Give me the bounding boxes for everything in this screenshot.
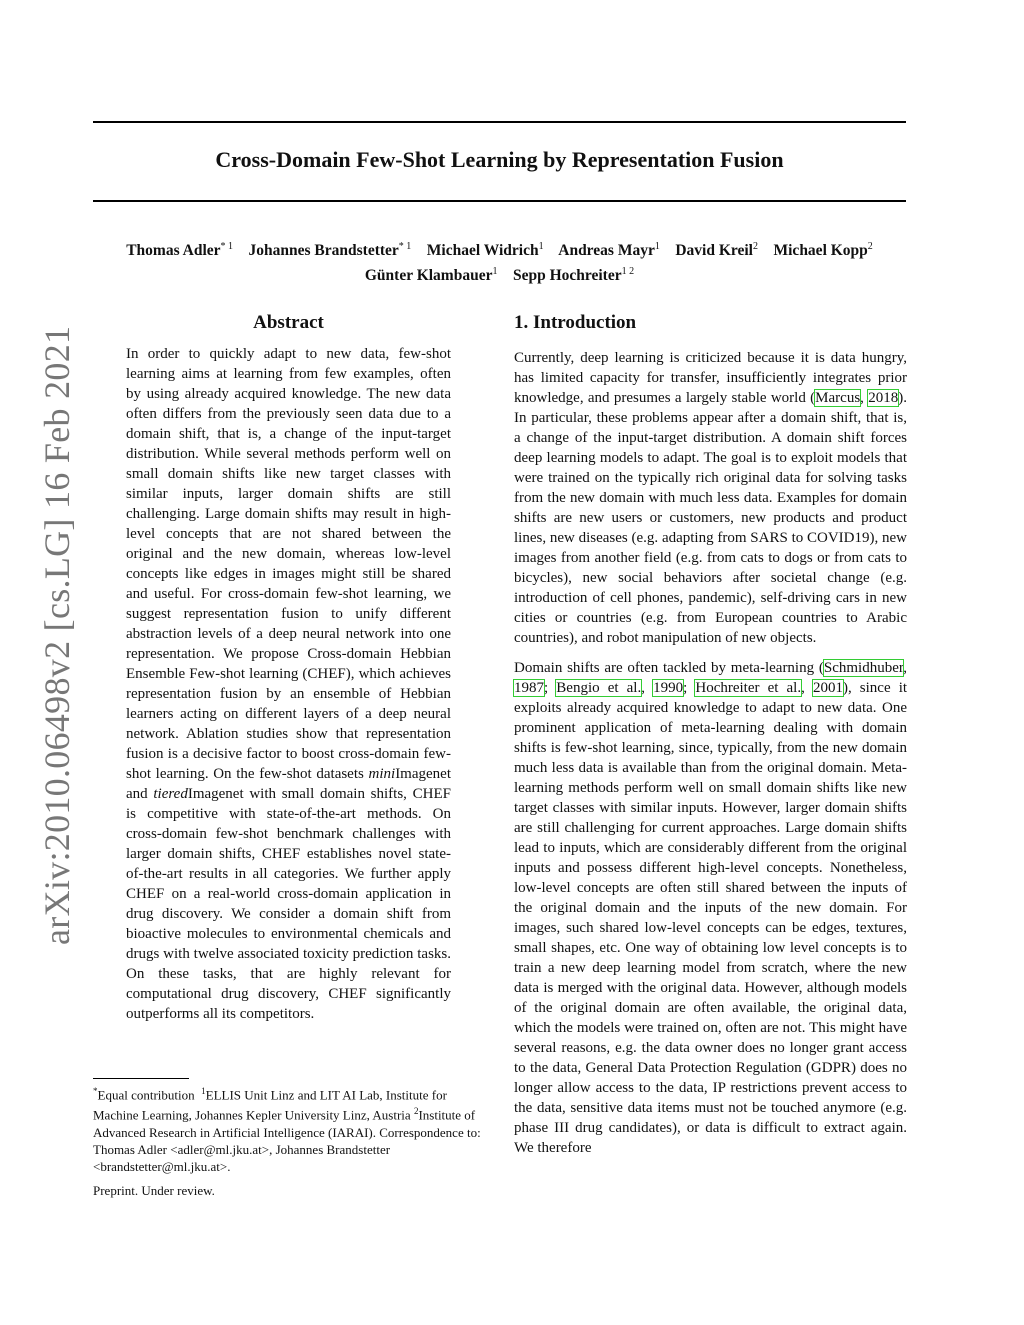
paragraph-text: Domain shifts are often tackled by meta-learning ( xyxy=(514,660,824,676)
citation-separator: ; xyxy=(683,680,696,696)
author-name: Sepp Hochreiter xyxy=(512,267,622,285)
abstract-part: In order to quickly adapt to new data, few-shot learning aims at learning from few examples, often by using already acquired knowledge. The new data often differs from the previously seen data due to a domain shift, that is, a change of the input-target distribution. While several methods perform well on small domain shifts like new target classes with similar inputs, larger domain shifts are still challenging. Large domain shifts may result in high-level concepts that are not shared between the original and the new domain, whereas low-level concepts like edges in images might still be shared and useful. For cross-domain few-shot learning, we suggest representation fusion to unify different abstraction levels of a deep neural network into one representation. We propose Cross-domain Hebbian Ensemble Few-shot learning (CHEF), which achieves representation fusion by an ensemble of Hebbian learners acting on different layers of a deep neural network. Ablation studies show that representation fusion is a decisive factor to boost cross-domain few-shot learning. On the few-shot datasets xyxy=(126,346,451,782)
citation-separator: , xyxy=(801,680,813,696)
citation-year-link[interactable]: 2018 xyxy=(868,390,899,406)
citation-year-link[interactable]: 2001 xyxy=(812,680,843,696)
preprint-note: Preprint. Under review. xyxy=(93,1183,215,1198)
arxiv-sidebar-stamp: arXiv:2010.06498v2 [cs.LG] 16 Feb 2021 xyxy=(37,325,77,945)
abstract-italic: mini xyxy=(368,766,396,782)
introduction-paragraph-1 xyxy=(514,348,907,648)
right-column xyxy=(514,312,907,1168)
author-list xyxy=(93,236,906,286)
introduction-heading: 1. Introduction xyxy=(514,312,637,333)
author-affiliation-mark: * 1 xyxy=(398,241,412,252)
author-name: Thomas Adler xyxy=(126,242,221,260)
footnote-mark: 1 xyxy=(201,1086,206,1096)
title-bottom-rule xyxy=(93,200,906,202)
citation-separator: , xyxy=(903,660,907,676)
introduction-paragraph-2 xyxy=(514,658,907,1158)
citation-link[interactable]: Hochreiter et al. xyxy=(695,680,802,696)
author-name: Andreas Mayr xyxy=(558,242,655,260)
footnote-text: Equal contribution xyxy=(97,1087,195,1103)
citation-separator: , xyxy=(860,390,869,406)
author-name: Günter Klambauer xyxy=(364,267,493,285)
paper-title: Cross-Domain Few-Shot Learning by Representation Fusion xyxy=(215,147,784,172)
abstract-italic: tiered xyxy=(153,786,188,802)
author-affiliation-mark: 1 xyxy=(492,266,498,278)
paragraph-text: ). In particular, these problems appear after a domain shift, that is, a change of the input-target distribution. A domain shift forces deep learning models to adapt. The goal is to exploit models that were trained on the typically rich original data for solving tasks from the new domain with much less data. Examples for domain shifts are new users or customers, new products and product lines, new diseases (e.g. adapting from SARS to COVID19), new images from another field (e.g. from cats to dogs or from cats to bicycles), new social behaviors after societal change (e.g. introduction of cell phones, pandemic), self-driving cars in new cities or countries (e.g. from European countries to Arabic countries), and robot manipulation of new objects. xyxy=(514,390,907,646)
abstract-part: Imagenet and xyxy=(126,766,451,802)
paragraph-text: ), since it exploits already acquired knowledge to adapt to new data. One prominent application of meta-learning dealing with domain shifts is few-shot learning, since, typically, from the new domain much less data is available than from the original domain. Meta-learning methods perform well on small domain shifts like new target classes with similar inputs. However, larger domain shifts are still challenging for current approaches. Large domain shifts lead to inputs, which are considerably different from the original inputs and possess different high-level concepts. Nonetheless, low-level concepts are often still shared between the inputs of the original domain and the inputs of the new domain. For images, such shared low-level concepts can be edges, textures, small shapes, etc. One way of obtaining low level concepts is to train a new deep learning model from scratch, where the new data is merged with the original data. However, although models of the original domain are often available, the original data, which the models were trained on, often are not. This might have several reasons, e.g. the data owner does no longer grant access to the data, General Data Protection Regulation (GDPR) does no longer allow access to the data, IP restrictions prevent access to the data, sensitive data items must not be touched anymore (e.g. phase III drug candidates), or data is difficult to extract again. We therefore xyxy=(514,680,908,1156)
footnote-mark: 2 xyxy=(413,1106,419,1117)
footnote-text: ELLIS Unit Linz and LIT AI Lab, Institute for Machine Learning, Johannes Kepler University Linz, Austria xyxy=(93,1087,447,1123)
abstract-heading: Abstract xyxy=(253,312,324,333)
left-column xyxy=(126,312,451,1024)
citation-link[interactable]: Bengio et al. xyxy=(556,680,642,696)
citation-year-link[interactable]: 1987 xyxy=(514,680,544,696)
author-line-1 xyxy=(93,236,906,261)
citation-separator: , xyxy=(641,680,654,696)
title-top-rule xyxy=(93,121,906,123)
affiliation-footnote xyxy=(93,1083,488,1175)
author-name: Michael Widrich xyxy=(426,242,539,260)
footnote-mark: * xyxy=(93,1086,98,1096)
abstract-part: Imagenet with small domain shifts, CHEF is competitive with state-of-the-art methods. On cross-domain few-shot benchmark challenges with larger domain shifts, CHEF establishes novel state-of-the-art results in all categories. We further apply CHEF on a real-world cross-domain application in drug discovery. We consider a domain shift from bioactive molecules to environmental chemicals and drugs with twelve associated toxicity prediction tasks. On these tasks, that are highly relevant for computational drug discovery, CHEF significantly outperforms all its competitors. xyxy=(126,786,451,1022)
citation-link[interactable]: Marcus xyxy=(815,390,861,406)
paragraph-text: Currently, deep learning is criticized because it is data hungry, has limited capacity for transfer, insufficiently integrates prior knowledge, and presumes a largely stable world ( xyxy=(514,350,907,406)
citation-separator: ; xyxy=(544,680,557,696)
author-affiliation-mark: 1 2 xyxy=(621,266,635,278)
footnote-rule xyxy=(93,1078,189,1079)
author-affiliation-mark: 1 xyxy=(538,241,544,252)
abstract-text xyxy=(126,344,451,1024)
author-line-2 xyxy=(93,261,906,286)
author-affiliation-mark: 2 xyxy=(867,241,873,252)
author-name: Johannes Brandstetter xyxy=(248,242,399,260)
author-affiliation-mark: 2 xyxy=(753,241,758,252)
author-name: Michael Kopp xyxy=(773,242,868,260)
author-affiliation-mark: 1 xyxy=(654,241,660,252)
author-affiliation-mark: * 1 xyxy=(220,241,234,252)
citation-year-link[interactable]: 1990 xyxy=(653,680,684,696)
citation-link[interactable]: Schmidhuber xyxy=(823,660,904,676)
author-name: David Kreil xyxy=(675,242,753,260)
footnote-text: Institute of Advanced Research in Artificial Intelligence (IARAI). Correspondence to: Thomas Adler <adler@ml.jku.at>, Johannes Brandstetter <brandstetter@ml.jku.at>. xyxy=(93,1107,481,1174)
